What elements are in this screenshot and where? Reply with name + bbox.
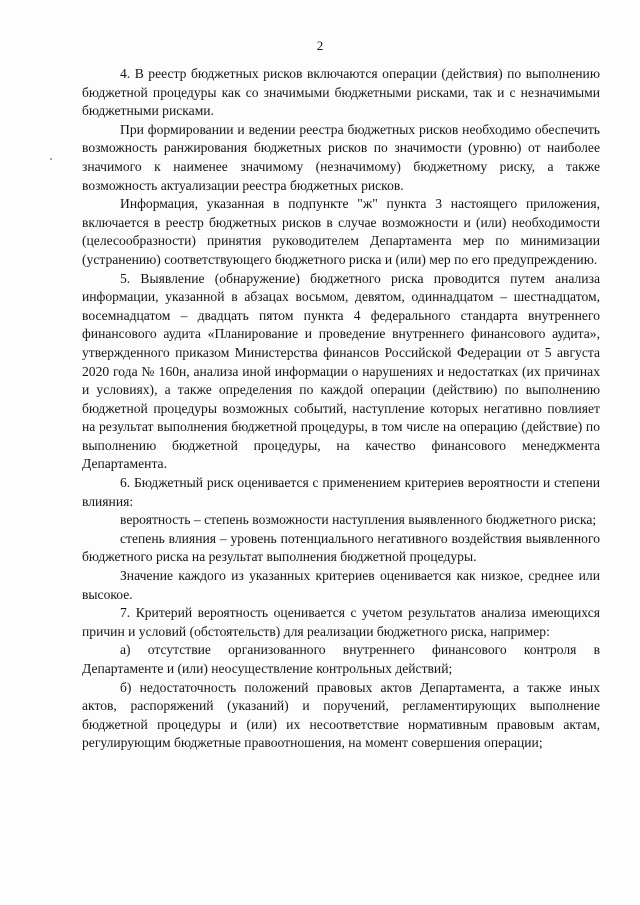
paragraph-information: Информация, указанная в подпункте "ж" пункта 3 настоящего приложения, включается в реестр бюджетных рисков в случае возможности и (или) необходимости (целесообразности) принятия руководителем Департамента мер по минимизации (устранению) соответствующего бюджетного риска и (или) мер по его предупреждению.	[82, 196, 600, 267]
paragraph-probability: вероятность – степень возможности наступления выявленного бюджетного риска;	[120, 512, 597, 528]
paragraph-7a: а) отсутствие организованного внутреннего финансового контроля в Департаменте и (или) неосуществление контрольных действий;	[82, 642, 600, 676]
scan-speck	[50, 158, 52, 160]
paragraph-4: 4. В реестр бюджетных рисков включаются операции (действия) по выполнению бюджетной процедуры как со значимыми бюджетными рисками, так и с незначимыми бюджетными рисками.	[82, 66, 600, 119]
paragraph-6: 6. Бюджетный риск оценивается с применением критериев вероятности и степени влияния:	[82, 475, 600, 509]
document-body	[82, 65, 600, 753]
paragraph-7: 7. Критерий вероятность оценивается с учетом результатов анализа имеющихся причин и условий (обстоятельств) для реализации бюджетного риска, например:	[82, 605, 600, 639]
paragraph-criteria-value: Значение каждого из указанных критериев оценивается как низкое, среднее или высокое.	[82, 568, 600, 602]
paragraph-impact: степень влияния – уровень потенциального негативного воздействия выявленного бюджетного риска на результат выполнения бюджетной процедуры.	[82, 530, 600, 565]
paragraph-5: 5. Выявление (обнаружение) бюджетного риска проводится путем анализа информации, указанной в абзацах восьмом, девятом, одиннадцатом – шестнадцатом, восемнадцатом – двадцать пятом пункта 4 федерального стандарта внутреннего финансового аудита «Планирование и проведение внутреннего финансового аудита», утвержденного приказом Министерства финансов Российской Федерации от 5 августа 2020 года № 160н, анализа иной информации о нарушениях и недостатках (их причинах и условиях), а также определения по каждой операции (действию) по выполнению бюджетной процедуры возможных событий, наступление которых негативно повлияет на результат выполнения бюджетной процедуры, в том числе на операцию (действие) по выполнению бюджетной процедуры, на качество финансового менеджмента Департамента.	[82, 270, 600, 472]
paragraph-7b: б) недостаточность положений правовых актов Департамента, а также иных актов, распоряжений (указаний) и поручений, регламентирующих выполнение бюджетной процедуры и (или) их несоответствие нормативным правовым актам, регулирующим бюджетные правоотношения, на момент совершения операции;	[82, 679, 600, 751]
paragraph-ranking: При формировании и ведении реестра бюджетных рисков необходимо обеспечить возможность ранжирования бюджетных рисков по значимости (уровню) от наиболее значимого к наименее значимому (незначимому) бюджетному риску, а также возможность актуализации реестра бюджетных рисков.	[82, 121, 600, 193]
page-number: 2	[316, 38, 324, 53]
